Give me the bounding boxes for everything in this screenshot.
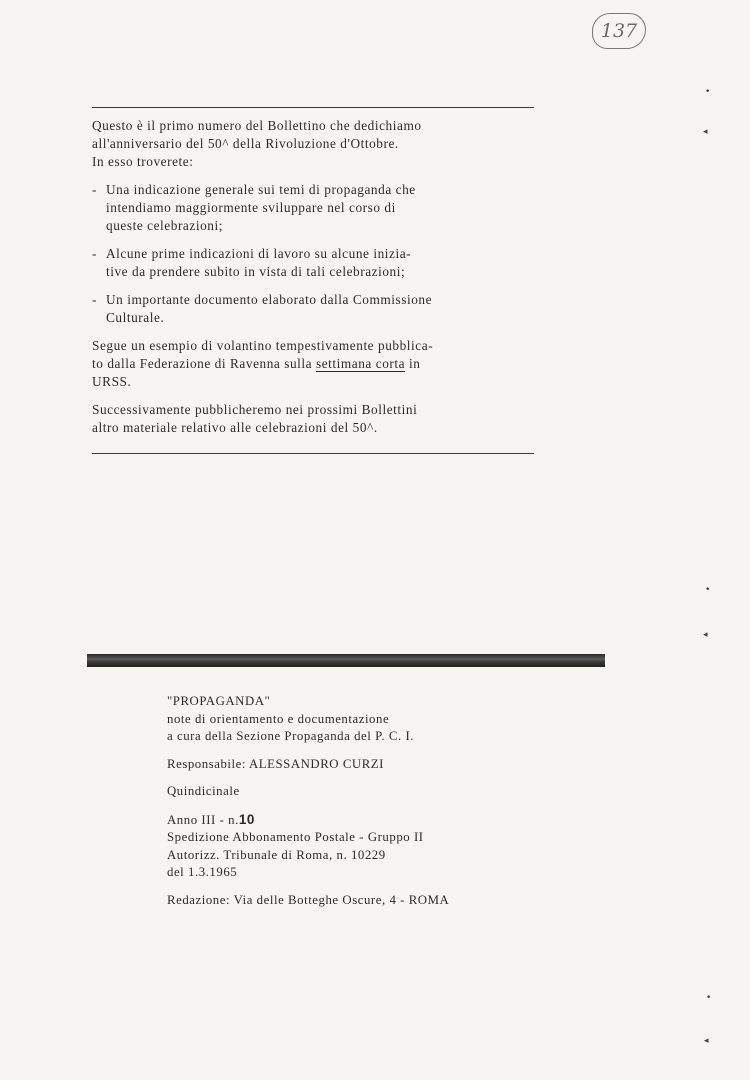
intro-text <box>92 117 542 447</box>
scan-speck: ◂ <box>703 630 708 640</box>
text-line: Una indicazione generale sui temi di propaganda che <box>106 182 416 197</box>
publication-title: "PROPAGANDA" <box>167 694 271 708</box>
text-line: In esso troverete: <box>92 154 194 169</box>
text-line: tive da prendere subito in vista di tali celebrazioni; <box>106 264 406 279</box>
list-item <box>92 291 542 327</box>
responsible-line: Responsabile: ALESSANDRO CURZI <box>167 756 384 771</box>
scan-speck: • <box>705 585 711 595</box>
heavy-separator-bar <box>87 654 605 667</box>
editorial-address: Redazione: Via delle Botteghe Oscure, 4 - ROMA <box>167 892 450 907</box>
frequency-line: Quindicinale <box>167 784 240 798</box>
closing-paragraph <box>92 401 542 437</box>
top-divider <box>92 107 534 108</box>
issue-prefix: Anno III - n. <box>167 812 239 827</box>
scan-speck: • <box>706 993 712 1003</box>
volantino-paragraph <box>92 337 542 391</box>
text-line: Culturale. <box>106 310 165 325</box>
publication-subtitle: note di orientamento e documentazione <box>167 711 390 726</box>
text-line: URSS. <box>92 374 132 389</box>
text-line: queste celebrazioni; <box>106 218 223 233</box>
issue-number: 10 <box>238 811 255 827</box>
text-line: Successivamente pubblicheremo nei prossimi Bollettini <box>92 402 418 417</box>
authorization-line: Autorizz. Tribunale di Roma, n. 10229 <box>167 847 386 862</box>
text-line: Segue un esempio di volantino tempestivamente pubblica- <box>92 338 434 353</box>
text-line: all'anniversario del 50^ della Rivoluzione d'Ottobre. <box>92 136 399 151</box>
text-span: to dalla Federazione di Ravenna sulla <box>92 356 316 371</box>
list-item <box>92 181 542 235</box>
list-item <box>92 245 542 281</box>
page-number-stamp: 137 <box>592 13 646 49</box>
issue-line <box>167 811 587 830</box>
list-dash: - <box>92 182 97 197</box>
issue-details <box>167 811 587 882</box>
colophon <box>167 693 587 919</box>
list-dash: - <box>92 292 97 307</box>
text-line: Questo è il primo numero del Bollettino che dedichiamo <box>92 118 422 133</box>
text-line <box>92 355 542 373</box>
text-line: Alcune prime indicazioni di lavoro su alcune inizia- <box>106 246 412 261</box>
text-line: Un importante documento elaborato dalla Commissione <box>106 292 433 307</box>
text-span: in <box>405 356 421 371</box>
text-line: altro materiale relativo alle celebrazioni del 50^. <box>92 420 378 435</box>
colophon-title-group <box>167 693 587 746</box>
list-dash: - <box>92 246 97 261</box>
bottom-divider <box>92 453 534 454</box>
scan-speck: • <box>705 87 711 97</box>
intro-paragraph <box>92 117 542 171</box>
text-line: intendiamo maggiormente sviluppare nel corso di <box>106 200 396 215</box>
shipping-line: Spedizione Abbonamento Postale - Gruppo II <box>167 830 424 844</box>
underlined-phrase: settimana corta <box>315 356 406 371</box>
date-line: del 1.3.1965 <box>167 865 238 879</box>
scan-speck: ◂ <box>703 127 708 137</box>
scan-speck: ◂ <box>704 1036 709 1046</box>
curated-by: a cura della Sezione Propaganda del P. C. I. <box>167 729 415 743</box>
